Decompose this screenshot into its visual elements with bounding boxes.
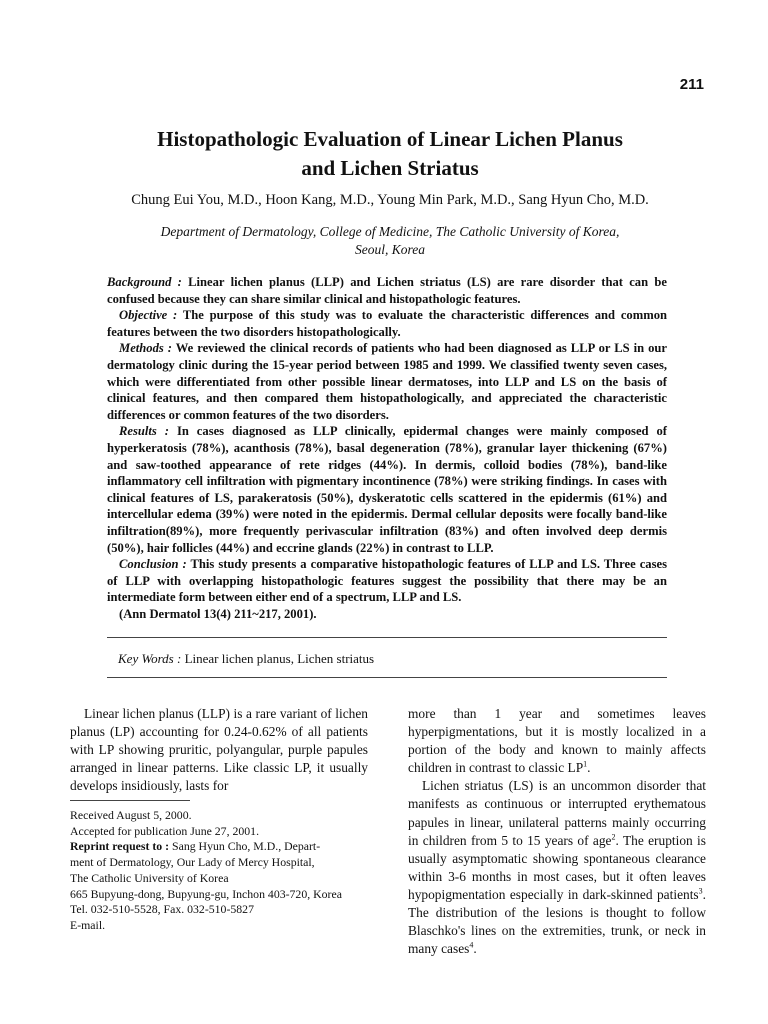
keywords-label: Key Words : xyxy=(118,651,182,666)
reprint-label: Reprint request to : xyxy=(70,839,170,854)
keywords-text: Linear lichen planus, Lichen striatus xyxy=(184,651,375,666)
abstract-objective xyxy=(107,307,667,340)
received-date: Received August 5, 2000. xyxy=(70,808,192,822)
objective-text: The purpose of this study was to evaluate the characteristic differences and common features between the two disorders histopathologically. xyxy=(107,308,668,339)
results-text: In cases diagnosed as LLP clinically, epidermal changes were mainly composed of hyperkeratosis (78%), acanthosis (78%), basal degeneration (78%), granular layer thickening (67%) and saw-toothed appearance of rete ridges (44%). In dermis, colloid bodies (78%), band-like inflammatory cell infiltration with pigmentary incontinence (78%) were striking findings. In cases with clinical features of LS, parakeratosis (50%), dyskeratotic cells scattered in the epidermis (61%) and intercellular edema (39%) were noted in the epidermis. Dermal cellular deposits were focally band-like infiltration(89%), more frequently perivascular infiltration (83%) and often involved deep dermis (50%), hair follicles (44%) and eccrine glands (22%) in contrast to LLP. xyxy=(107,424,668,555)
abstract-background xyxy=(107,274,667,307)
ref-1[interactable]: 1 xyxy=(583,759,588,769)
abstract xyxy=(107,274,667,622)
citation: (Ann Dermatol 13(4) 211~217, 2001). xyxy=(119,606,317,621)
ref-2[interactable]: 2 xyxy=(611,832,616,842)
intro-paragraph-2 xyxy=(408,777,706,958)
results-label: Results : xyxy=(119,424,169,439)
abstract-results xyxy=(107,423,667,556)
divider-bottom xyxy=(107,677,667,678)
author-list: Chung Eui You, M.D., Hoon Kang, M.D., Young Min Park, M.D., Sang Hyun Cho, M.D. xyxy=(131,192,649,208)
intro-paragraph-1-cont xyxy=(408,705,706,777)
body-column-right xyxy=(408,705,706,958)
abstract-methods xyxy=(107,340,667,423)
title-line-1: Histopathologic Evaluation of Linear Lichen Planus xyxy=(157,127,623,151)
email: E-mail. xyxy=(70,917,106,932)
footnotes xyxy=(70,808,368,934)
para-text: . xyxy=(473,941,477,957)
intro-paragraph-1: Linear lichen planus (LLP) is a rare variant of lichen planus (LP) accounting for 0.24-0.62% of all patients with LP showing pruritic, polyangular, purple papules arranged in linear patterns. Like classic LP, it usually develops insidiously, lasts for xyxy=(70,706,368,794)
body-column-left xyxy=(70,705,368,795)
accepted-date: Accepted for publication June 27, 2001. xyxy=(70,823,260,838)
reprint-line-1: Sang Hyun Cho, M.D., Depart- xyxy=(172,839,321,854)
para-text: . xyxy=(587,760,591,776)
affiliation-line-1: Department of Dermatology, College of Medicine, The Catholic University of Korea, xyxy=(160,224,620,239)
methods-label: Methods : xyxy=(119,341,172,356)
ref-3[interactable]: 3 xyxy=(698,886,703,896)
para-text: Lichen striatus (LS) is an uncommon disorder that manifests as continuous or interrupted erythematous papules in linear, unilateral patterns mainly occurring in children from 5 to 15 years of age xyxy=(408,778,706,848)
reprint-line-2: ment of Dermatology, Our Lady of Mercy Hospital, xyxy=(70,855,315,870)
background-text: Linear lichen planus (LLP) and Lichen striatus (LS) are rare disorder that can be confused because they can share similar clinical and histopathologic features. xyxy=(107,275,667,306)
para-text: . The distribution of the lesions is thought to follow Blaschko's lines on the extremities, trunk, or neck in many cases xyxy=(408,886,706,957)
keywords xyxy=(118,651,374,667)
address: 665 Bupyung-dong, Bupyung-gu, Inchon 403-720, Korea xyxy=(70,886,342,901)
reprint-request xyxy=(70,839,368,855)
affiliation xyxy=(90,223,690,259)
footnote-divider xyxy=(70,800,190,801)
ref-4[interactable]: 4 xyxy=(469,940,474,950)
reprint-line-3: The Catholic University of Korea xyxy=(70,870,229,885)
conclusion-label: Conclusion : xyxy=(119,557,187,572)
affiliation-line-2: Seoul, Korea xyxy=(355,242,425,257)
para-text: . The eruption is usually asymptomatic showing spontaneous clearance within 3-6 months in most cases, but it often leaves hypopigmentation especially in dark-skinned patients xyxy=(408,832,706,902)
page-number: 211 xyxy=(679,76,704,93)
title-line-2: and Lichen Striatus xyxy=(301,156,479,180)
conclusion-text: This study presents a comparative histopathologic features of LLP and LS. Three cases of LLP with overlapping histopathologic features suggest the possibility that there may be an intermediate form between either end of a spectrum, LLP and LS. xyxy=(107,557,667,605)
objective-label: Objective : xyxy=(119,308,178,323)
methods-text: We reviewed the clinical records of patients who had been diagnosed as LLP or LS in our dermatology clinic during the 15-year period between 1985 and 1999. We classified twenty seven cases, which were differentiated from other possible linear dermatoses, into LLP and LS on the basis of clinical features, and then compared them histopathologically, and appreciated the characteristic differences or common features of the two disorders. xyxy=(107,341,667,422)
phone-fax: Tel. 032-510-5528, Fax. 032-510-5827 xyxy=(70,902,254,917)
para-text: more than 1 year and sometimes leaves hyperpigmentations, but it is mostly localized in a portion of the body and known to mainly affects children in contrast to classic LP xyxy=(408,706,706,776)
abstract-conclusion xyxy=(107,556,667,606)
divider-top xyxy=(107,637,667,638)
paper-title xyxy=(90,125,690,183)
background-label: Background : xyxy=(107,275,182,289)
